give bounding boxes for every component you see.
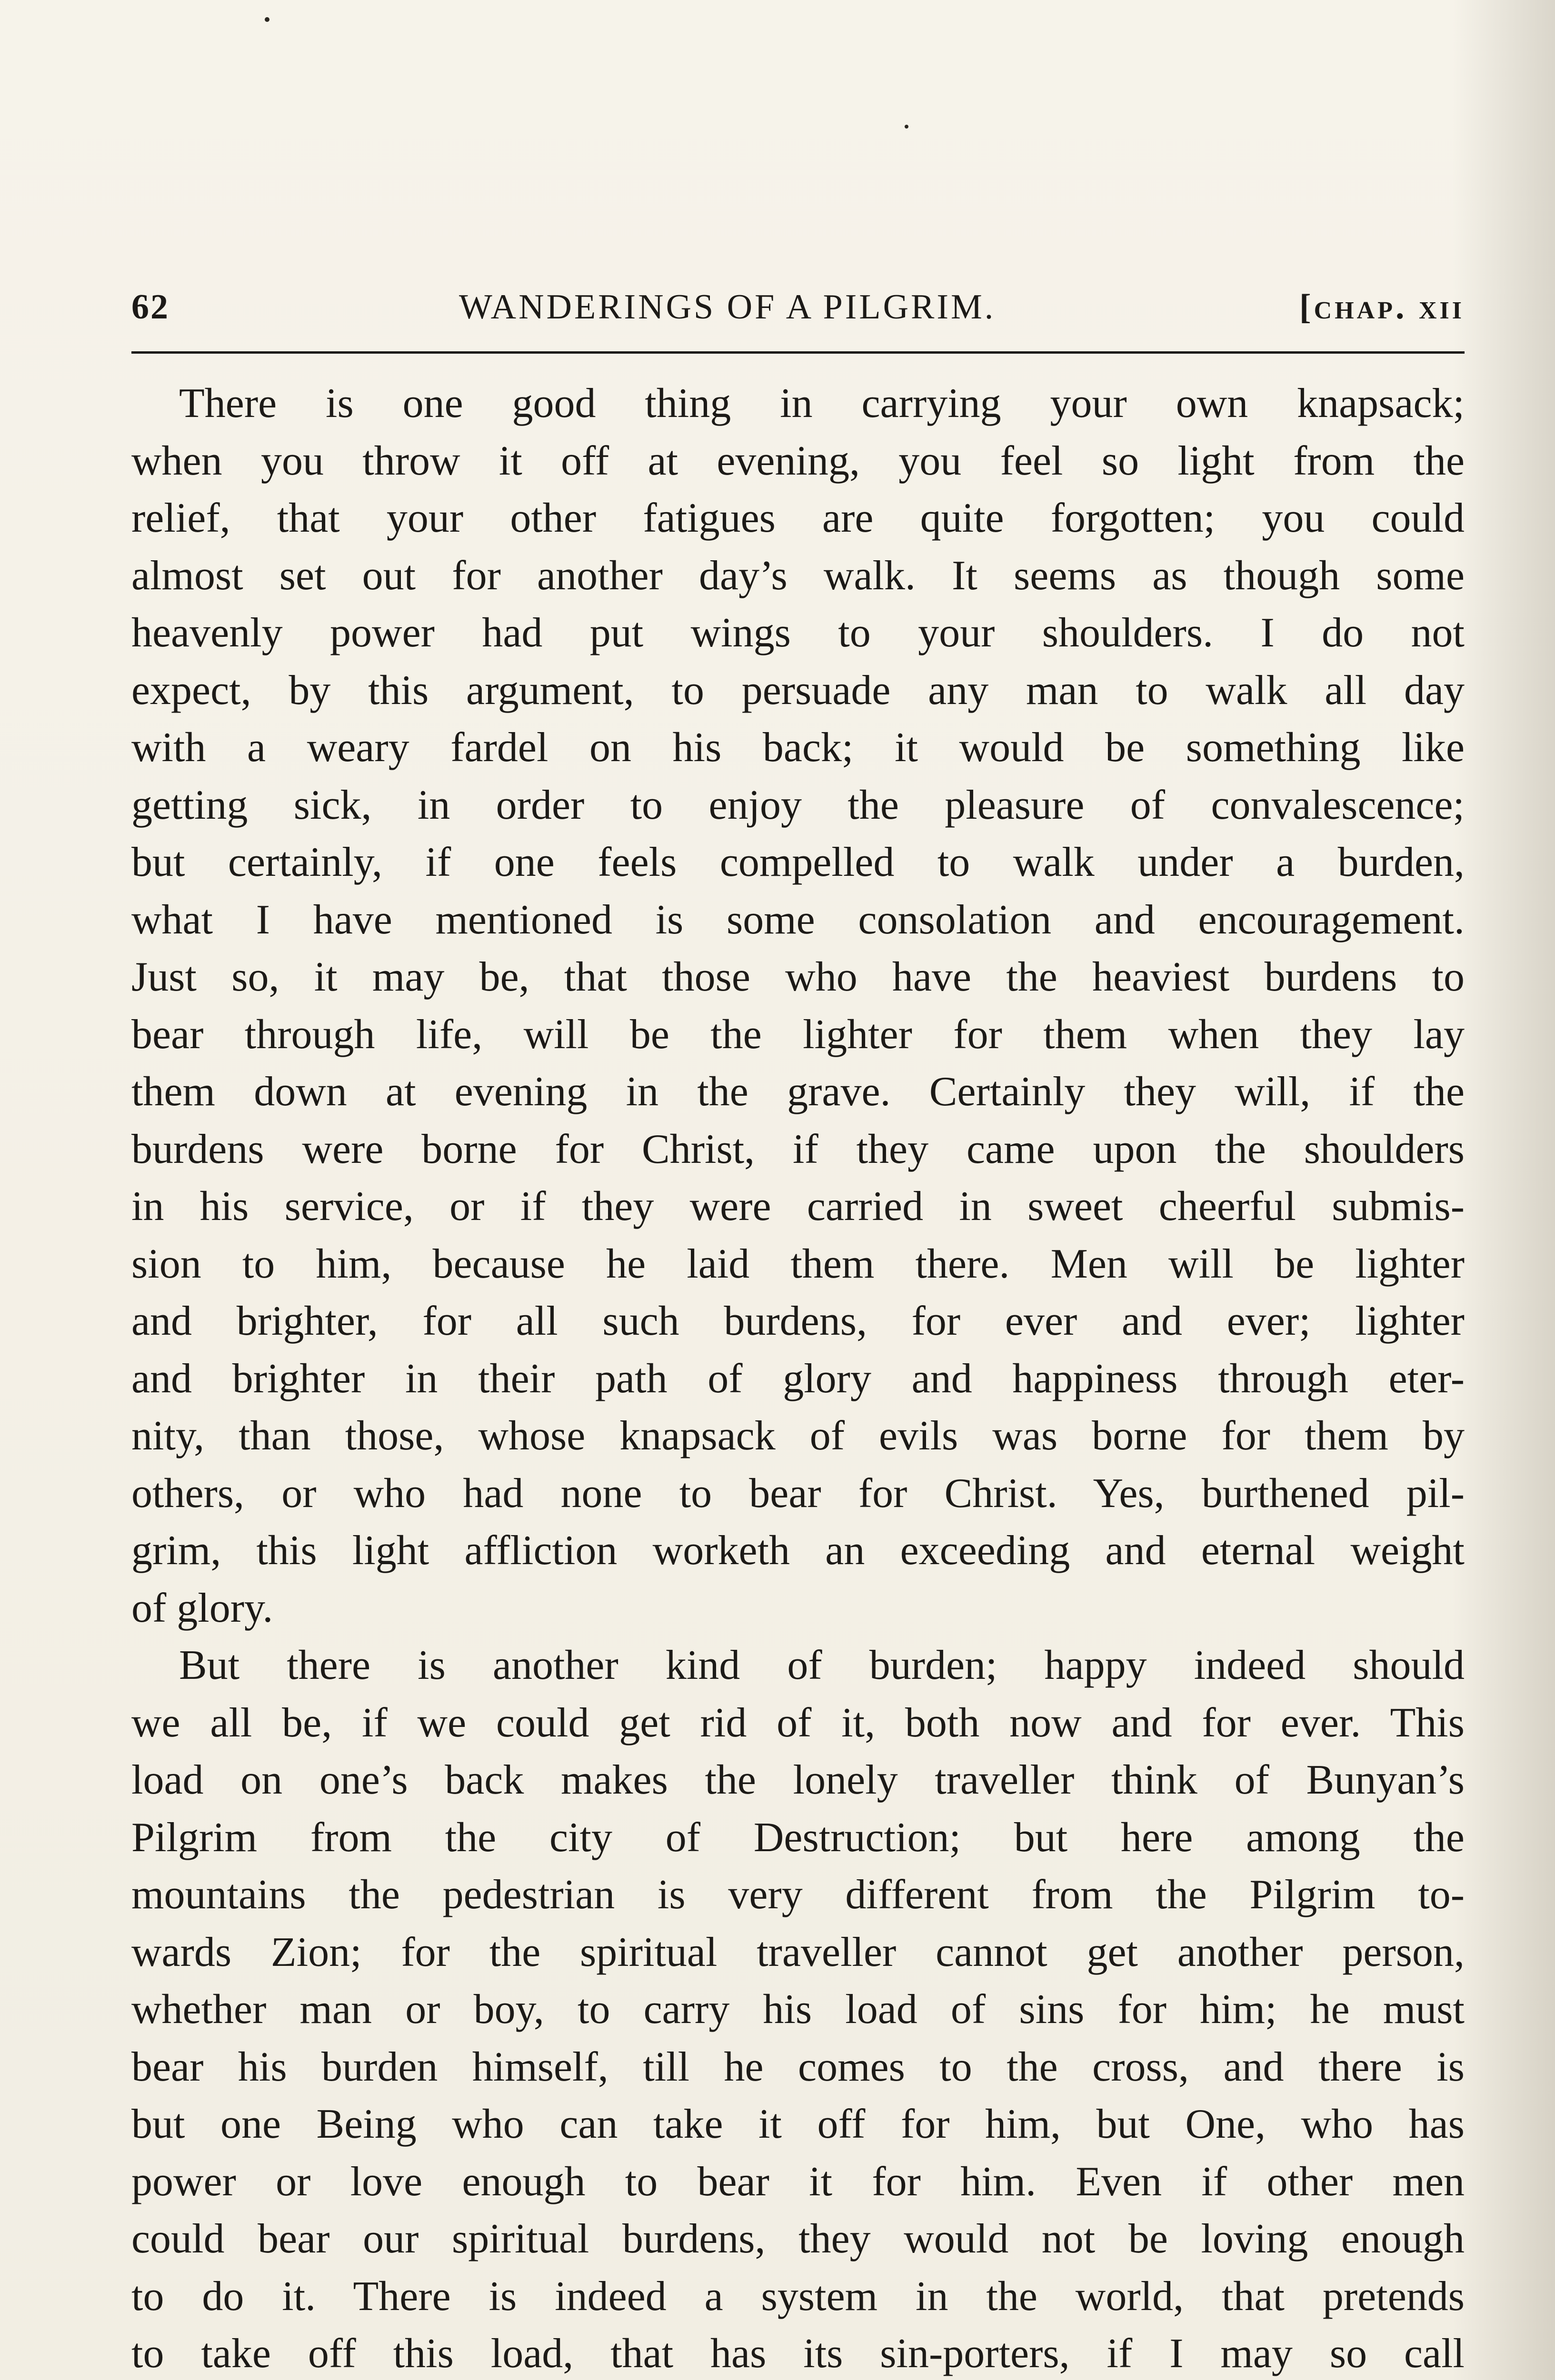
page-number: 62 — [131, 288, 169, 327]
text-line: grim, this light affliction worketh an exceeding and eternal weight — [131, 1527, 1465, 1574]
text-line: to take off this load, that has its sin-porters, if I may so call — [131, 2330, 1465, 2377]
text-line: nity, than those, whose knapsack of evils was borne for them by — [131, 1413, 1465, 1459]
chapter-mark: [chap. xii — [1299, 288, 1465, 327]
text-line: whether man or boy, to carry his load of sins for him; he must — [131, 1986, 1465, 2033]
text-line: relief, that your other fatigues are quite forgotten; you could — [131, 495, 1465, 541]
ink-speck — [905, 125, 908, 129]
text-line: but certainly, if one feels compelled to walk under a burden, — [131, 839, 1465, 885]
running-title: WANDERINGS OF A PILGRIM. — [459, 288, 996, 327]
text-line: Pilgrim from the city of Destruction; but here among the — [131, 1814, 1465, 1861]
text-line: almost set out for another day’s walk. It seems as though some — [131, 552, 1465, 599]
paragraph-2 — [131, 1637, 1465, 2380]
text-line: There is one good thing in carrying your own knapsack; — [179, 380, 1465, 426]
running-head — [131, 286, 1465, 328]
text-line: power or love enough to bear it for him. Even if other men — [131, 2158, 1465, 2205]
text-line: mountains the pedestrian is very different from the Pilgrim to- — [131, 1872, 1465, 1918]
text-line: Just so, it may be, that those who have the heaviest burdens to — [131, 954, 1465, 1000]
text-line: when you throw it off at evening, you feel so light from the — [131, 437, 1465, 484]
text-line: others, or who had none to bear for Christ. Yes, burthened pil- — [131, 1470, 1465, 1517]
text-line: expect, by this argument, to persuade any man to walk all day — [131, 667, 1465, 714]
text-line: But there is another kind of burden; happy indeed should — [179, 1642, 1465, 1688]
text-line: to do it. There is indeed a system in the world, that pretends — [131, 2273, 1465, 2320]
text-line: sion to him, because he laid them there. Men will be lighter — [131, 1240, 1465, 1287]
text-line: and brighter in their path of glory and happiness through eter- — [131, 1355, 1465, 1402]
paragraph-1 — [131, 375, 1465, 1637]
text-line: heavenly power had put wings to your shoulders. I do not — [131, 610, 1465, 656]
text-line: bear through life, will be the lighter for them when they lay — [131, 1011, 1465, 1058]
text-line: in his service, or if they were carried in sweet cheerful submis- — [131, 1183, 1465, 1230]
header-rule — [131, 351, 1465, 354]
text-line: but one Being who can take it off for him, but One, who has — [131, 2101, 1465, 2147]
text-line: we all be, if we could get rid of it, both now and for ever. This — [131, 1699, 1465, 1746]
text-line: burdens were borne for Christ, if they came upon the shoulders — [131, 1126, 1465, 1172]
text-line: them down at evening in the grave. Certainly they will, if the — [131, 1069, 1465, 1115]
text-line: load on one’s back makes the lonely traveller think of Bunyan’s — [131, 1757, 1465, 1803]
text-line: and brighter, for all such burdens, for ever and ever; lighter — [131, 1298, 1465, 1344]
text-line: of glory. — [131, 1585, 273, 1631]
ink-speck — [265, 17, 269, 22]
text-line: bear his burden himself, till he comes to the cross, and there is — [131, 2043, 1465, 2090]
text-line: with a weary fardel on his back; it would be something like — [131, 724, 1465, 771]
body-text — [131, 375, 1465, 2380]
text-line: getting sick, in order to enjoy the pleasure of convalescence; — [131, 782, 1465, 828]
text-line: could bear our spiritual burdens, they would not be loving enough — [131, 2216, 1465, 2262]
text-line: wards Zion; for the spiritual traveller cannot get another person, — [131, 1929, 1465, 1975]
text-line: what I have mentioned is some consolation and encouragement. — [131, 896, 1465, 943]
